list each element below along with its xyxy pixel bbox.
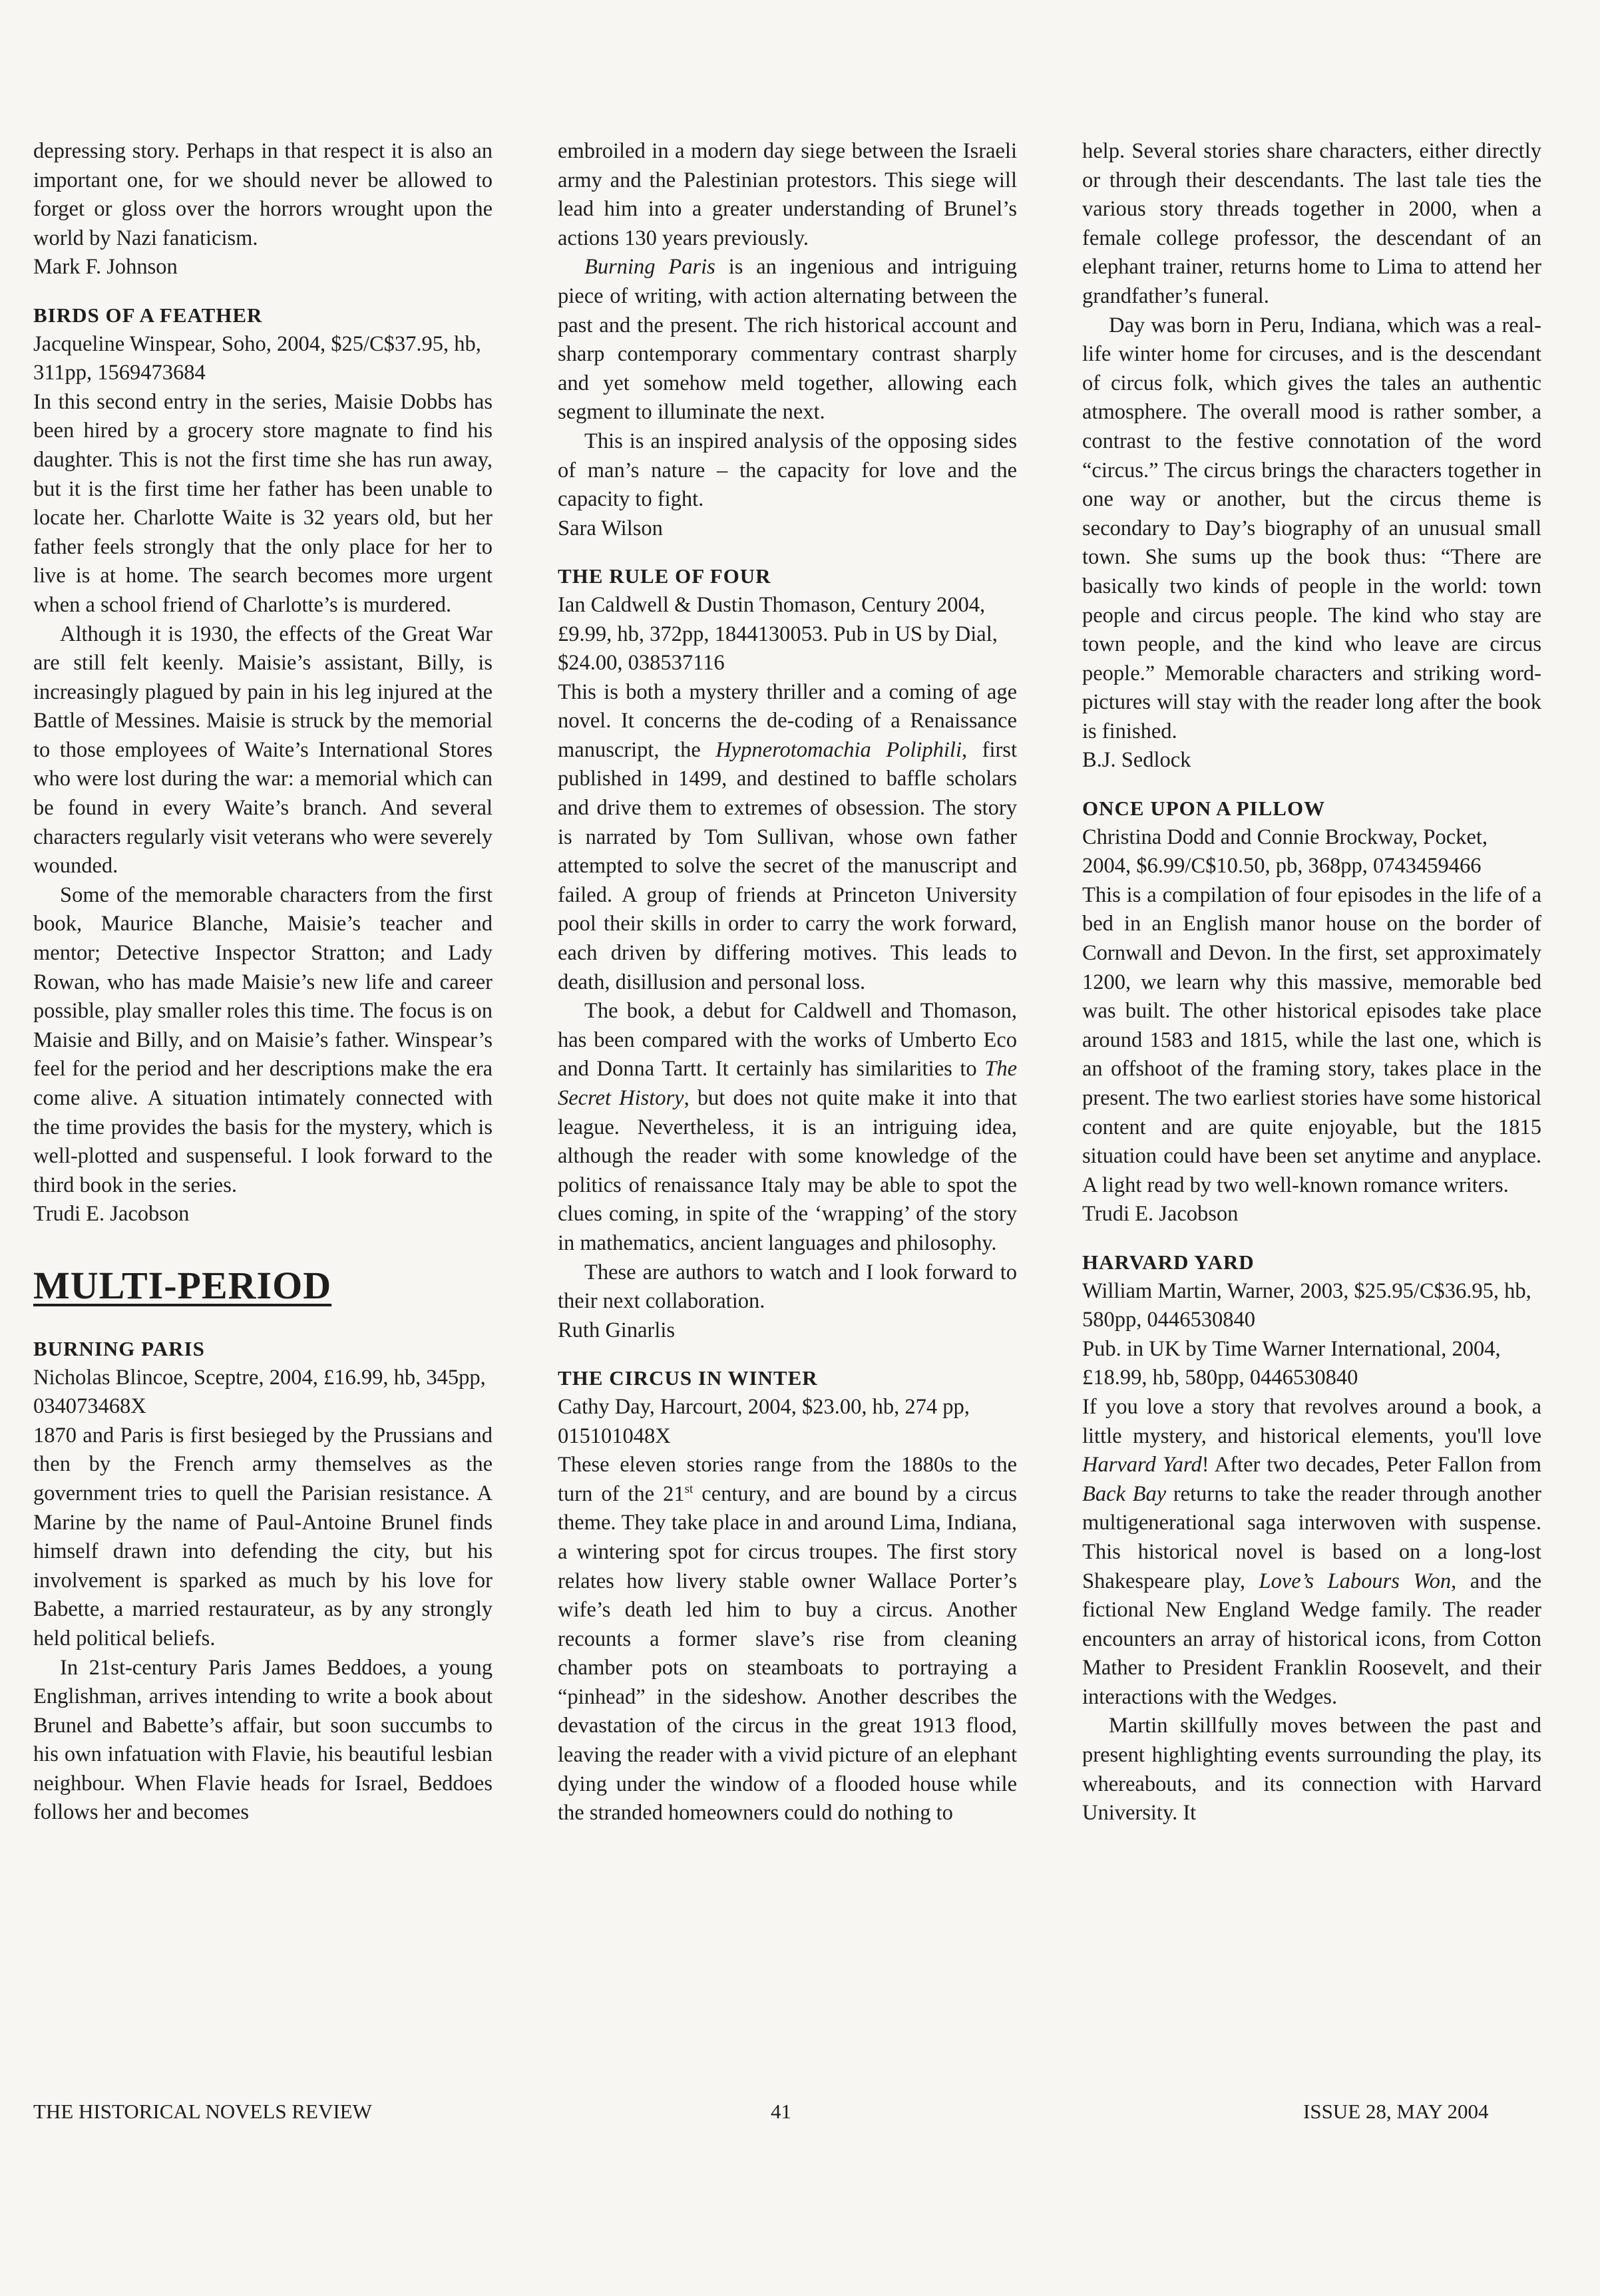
review-book-details: Jacqueline Winspear, Soho, 2004, $25/C$37.95, hb, 311pp, 1569473684 (33, 331, 481, 385)
review-paragraph: These eleven stories range from the 1880s to the turn of the 21st century, and are bound by a circus theme. They take place in and around Lima, Indiana, a wintering spot for circus troupes. The first story relates how livery stable owner Wallace Porter’s wife’s death led him to buy a circus. Another recounts a former slave’s rise from cleaning chamber pots on steamboats to portraying a “pinhead” in the sideshow. Another describes the devastation of the circus in the great 1913 flood, leaving the reader with a vivid picture of an elephant dying under the window of a flooded house while the stranded homeowners could do nothing to (558, 1453, 1017, 1825)
continued-review-text: depressing story. Perhaps in that respect it is also an important one, for we should never be allowed to forget or gloss over the horrors wrought upon the world by Nazi fanaticism. (33, 139, 493, 250)
footer-page-number: 41 (771, 2100, 791, 2123)
review-book-details: Nicholas Blincoe, Sceptre, 2004, £16.99, hb, 345pp, 034073468X (33, 1365, 486, 1419)
review-paragraph: Day was born in Peru, Indiana, which was a real-life winter home for circuses, and is the descendant of circus folk, which gives the tales an authentic atmosphere. The overall mood is rather somber, a contrast to the festive connotation of the word “circus.” The circus brings the characters together in one way or another, but the circus theme is secondary to Day’s biography of an unusual small town. She sums up the book thus: “There are basically two kinds of people in the world: town people and circus people. The kind who stay are town people, and the kind who leave are circus people.” Memorable characters and striking word-pictures will stay with the reader long after the book is finished. (1082, 313, 1541, 743)
continued-review-text: embroiled in a modern day siege between the Israeli army and the Palestinian protestors. This siege will lead him into a greater understanding of Brunel’s actions 130 years previously. (558, 139, 1017, 250)
review-paragraph: In 21st-century Paris James Beddoes, a young Englishman, arrives intending to write a book about Brunel and Babette’s affair, but soon succumbs to his own infatuation with Flavie, his beautiful lesbian neighbour. When Flavie heads for Israel, Beddoes follows her and becomes (33, 1655, 493, 1825)
review-title: ONCE UPON A PILLOW (1082, 797, 1326, 821)
review-paragraph: The book, a debut for Caldwell and Thomason, has been compared with the works of Umberto Eco and Donna Tartt. It certainly has similarities to The Secret History, but does not quite make it into that league. Nevertheless, it is an intriguing idea, although the reader with some knowledge of the politics of renaissance Italy may be able to spot the clues coming, in spite of the ‘wrapping’ of the story in mathematics, ancient languages and philosophy. (558, 999, 1017, 1255)
review-book-details: Ian Caldwell & Dustin Thomason, Century 2004, £9.99, hb, 372pp, 1844130053. Pub in US by Dial, $24.00, 038537116 (558, 592, 998, 675)
review-paragraph: This is a compilation of four episodes in the life of a bed in an English manor house on the border of Cornwall and Devon. In the first, set approximately 1200, we learn why this massive, memorable bed was built. The other historical episodes take place around 1583 and 1815, while the last one, which is an offshoot of the framing story, takes place in the present. The two earliest stories have some historical content and are quite enjoyable, but the 1815 situation could have been set anytime and anyplace. A light read by two well-known romance writers. (1082, 882, 1541, 1197)
continued-review-text: help. Several stories share characters, either directly or through their descendants. The last tale ties the various story threads together in 2000, when a female college professor, the descendant of an elephant trainer, returns home to Lima to attend her grandfather’s funeral. (1082, 139, 1541, 308)
column-3 (1082, 137, 1541, 1828)
review-book-details: Christina Dodd and Connie Brockway, Pocket, 2004, $6.99/C$10.50, pb, 368pp, 0743459466 (1082, 825, 1488, 878)
column-2 (558, 137, 1017, 1828)
review-book-details-uk: Pub. in UK by Time Warner International, 2004, £18.99, hb, 580pp, 0446530840 (1082, 1336, 1501, 1390)
section-heading: MULTI-PERIOD (33, 1263, 332, 1307)
reviewer-name: Sara Wilson (558, 516, 663, 540)
review-paragraph: Burning Paris is an ingenious and intriguing piece of writing, with action alternating between the past and the present. The rich historical account and sharp contemporary commentary contrast sharply and yet somehow meld together, allowing each segment to illuminate the next. (558, 255, 1017, 425)
review-book-details: Cathy Day, Harcourt, 2004, $23.00, hb, 274 pp, 015101048X (558, 1394, 970, 1448)
review-paragraph: This is an inspired analysis of the opposing sides of man’s nature – the capacity for love and the capacity to fight. (558, 429, 1017, 512)
review-paragraph: Although it is 1930, the effects of the Great War are still felt keenly. Maisie’s assistant, Billy, is increasingly plagued by pain in his leg injured at the Battle of Messines. Maisie is struck by the memorial to those employees of Waite’s International Stores who were lost during the war: a memorial which can be found in every Waite’s branch. And several characters regularly visit veterans who were severely wounded. (33, 622, 493, 878)
review-paragraph: Some of the memorable characters from the first book, Maurice Blanche, Maisie’s teacher and mentor; Detective Inspector Stratton; and Lady Rowan, who has made Maisie’s new life and career possible, play smaller roles this time. The focus is on Maisie and Billy, and on Maisie’s father. Winspear’s feel for the period and her descriptions make the era come alive. A situation intimately connected with the time provides the basis for the mystery, which is well-plotted and suspenseful. I look forward to the third book in the series. (33, 882, 493, 1197)
column-1 (33, 137, 493, 1827)
footer-publication-name: THE HISTORICAL NOVELS REVIEW (33, 2100, 372, 2123)
review-paragraph: In this second entry in the series, Maisie Dobbs has been hired by a grocery store magnate to find his daughter. This is not the first time she has run away, but it is the first time her father has been unable to locate her. Charlotte Waite is 32 years old, but her father feels strongly that the only place for her to live is at home. The search becomes more urgent when a school friend of Charlotte’s is murdered. (33, 389, 493, 617)
review-title: THE RULE OF FOUR (558, 564, 771, 588)
reviewer-name: Ruth Ginarlis (558, 1318, 676, 1342)
review-paragraph: This is both a mystery thriller and a coming of age novel. It concerns the de-coding of a Renaissance manuscript, the Hypnerotomachia Poliphili, first published in 1499, and destined to baffle scholars and drive them to extremes of obsession. The story is narrated by Tom Sullivan, whose own father attempted to solve the secret of the manuscript and failed. A group of friends at Princeton University pool their skills in order to carry the work forward, each driven by differing motives. This leads to death, disillusion and personal loss. (558, 679, 1017, 994)
review-title: THE CIRCUS IN WINTER (558, 1366, 818, 1390)
reviewer-name: B.J. Sedlock (1082, 748, 1191, 773)
review-title: BIRDS OF A FEATHER (33, 303, 263, 327)
reviewer-name: Trudi E. Jacobson (1082, 1202, 1239, 1227)
review-paragraph: 1870 and Paris is first besieged by the Prussians and then by the French army themselves as the government tries to quell the Parisian resistance. A Marine by the name of Paul-Antoine Brunel finds himself drawn into defending the city, but his involvement is sparked as much by his love for Babette, a married restaurateur, as by any strongly held political beliefs. (33, 1423, 493, 1650)
review-paragraph: Martin skillfully moves between the past and present highlighting events surrounding the play, its whereabouts, and its connection with Harvard University. It (1082, 1714, 1541, 1825)
review-book-details: William Martin, Warner, 2003, $25.95/C$36.95, hb, 580pp, 0446530840 (1082, 1278, 1531, 1332)
review-title: BURNING PARIS (33, 1336, 205, 1360)
review-title: HARVARD YARD (1082, 1250, 1255, 1274)
review-paragraph: These are authors to watch and I look forward to their next collaboration. (558, 1260, 1017, 1314)
footer-issue: ISSUE 28, MAY 2004 (1303, 2100, 1489, 2123)
reviewer-name: Mark F. Johnson (33, 255, 178, 280)
review-paragraph: If you love a story that revolves around a book, a little mystery, and historical elements, you'll love Harvard Yard! After two decades, Peter Fallon from Back Bay returns to take the reader through another multigenerational saga interwoven with suspense. This historical novel is based on a long-lost Shakespeare play, Love’s Labours Won, and the fictional New England Wedge family. The reader encounters an array of historical icons, from Cotton Mather to President Franklin Roosevelt, and their interactions with the Wedges. (1082, 1394, 1542, 1709)
reviewer-name: Trudi E. Jacobson (33, 1202, 190, 1227)
